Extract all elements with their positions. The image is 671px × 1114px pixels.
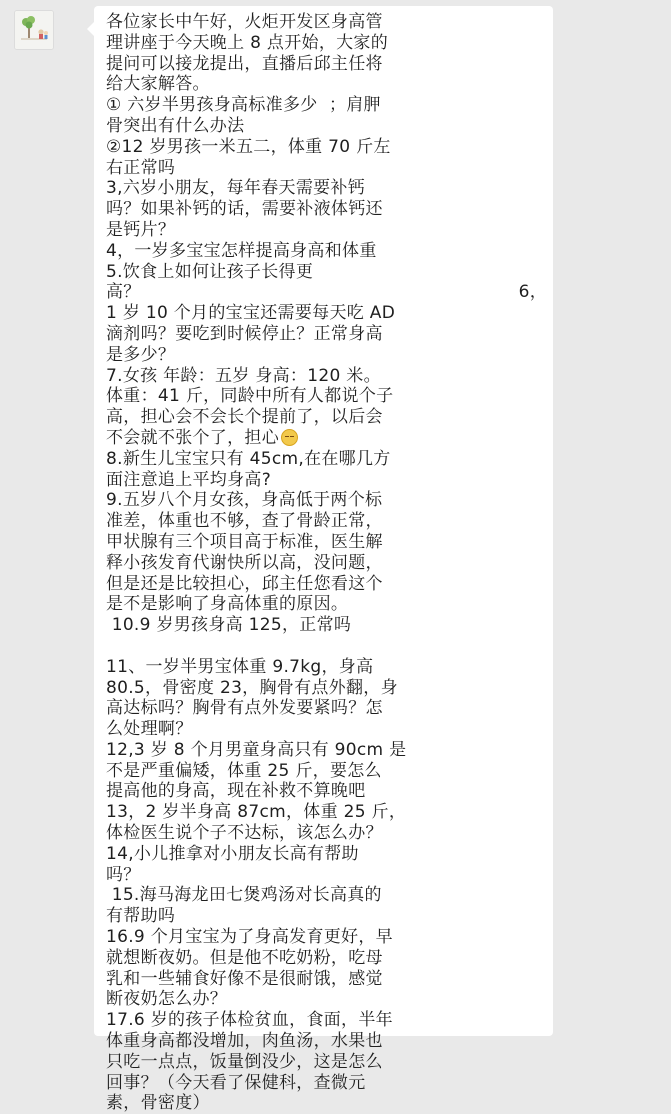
message-line: 11、一岁半男宝体重 9.7kg，身高 <box>106 656 374 677</box>
message-line: 乳和一些辅食好像不是很耐饿，感觉 <box>106 968 383 989</box>
message-line: 理讲座于今天晚上 8 点开始，大家的 <box>106 32 389 53</box>
message-line: 只吃一点点，饭量倒没少，这是怎么 <box>106 1051 383 1072</box>
message-line: 么处理啊？ <box>106 719 193 740</box>
message-line-with-emoji <box>106 428 547 449</box>
message-line: 准差，体重也不够，查了骨龄正常， <box>106 511 383 532</box>
message-line: 断夜奶怎么办？ <box>106 989 228 1010</box>
message-line: 吗？如果补钙的话，需要补液体钙还 <box>106 199 383 220</box>
message-line: 12,3 岁 8 个月男童身高只有 90cm 是 <box>106 739 407 760</box>
message-line: 甲状腺有三个项目高于标准，医生解 <box>106 531 383 552</box>
message-line: 高达标吗？胸骨有点外发要紧吗？怎 <box>106 698 383 719</box>
message-line: 右正常吗 <box>106 157 176 178</box>
message-line: 5.饮食上如何让孩子长得更 <box>106 261 314 282</box>
message-line: 吗？ <box>106 864 141 885</box>
message-line: 80.5，骨密度 23，胸骨有点外翻，身 <box>106 677 398 698</box>
message-line: 各位家长中午好，火炬开发区身高管 <box>106 12 383 32</box>
message-line: 9.五岁八个月女孩，身高低于两个标 <box>106 490 383 511</box>
chat-message-bubble[interactable] <box>94 6 553 1114</box>
message-blank-line <box>106 636 547 657</box>
message-line: 面注意追上平均身高? <box>106 469 272 490</box>
message-line: 高，担心会不会长个提前了，以后会 <box>106 407 383 428</box>
message-line: 15.海马海龙田七煲鸡汤对长高真的 <box>106 885 382 906</box>
message-line-right: 6， <box>518 282 547 303</box>
message-line: ① 六岁半男孩身高标准多少 ；肩胛 <box>106 95 381 116</box>
message-line: 体重：41 斤，同龄中所有人都说个子 <box>106 386 394 407</box>
message-line: 7.女孩 年龄：五岁 身高：120 米。 <box>106 365 381 386</box>
message-line: 回事？（今天看了保健科，查微元 <box>106 1072 366 1093</box>
tree-avatar-icon <box>15 11 53 49</box>
message-line: ②12 岁男孩一米五二，体重 70 斤左 <box>106 136 391 157</box>
message-line: 不是严重偏矮，体重 25 斤，要怎么 <box>106 760 382 781</box>
message-line: 释小孩发育代谢快所以高，没问题， <box>106 552 383 573</box>
message-line: 滴剂吗？要吃到时候停止？正常身高 <box>106 323 383 344</box>
message-line: 是不是影响了身高体重的原因。 <box>106 594 349 615</box>
message-line: 提问可以接龙提出，直播后邱主任将 <box>106 53 383 74</box>
message-line: 但是还是比较担心，邱主任您看这个 <box>106 573 383 594</box>
message-line: 是钙片？ <box>106 219 176 240</box>
message-line: 10.9 岁男孩身高 125，正常吗 <box>106 615 352 636</box>
message-line: 1 岁 10 个月的宝宝还需要每天吃 AD <box>106 303 396 324</box>
message-line: 14,小儿推拿对小朋友长高有帮助 <box>106 843 359 864</box>
message-line: 有帮助吗 <box>106 906 176 927</box>
sender-avatar[interactable] <box>14 10 54 50</box>
message-line: 是多少？ <box>106 344 176 365</box>
message-line: 3,六岁小朋友，每年春天需要补钙 <box>106 178 366 199</box>
message-line: 素，骨密度） <box>106 1093 210 1114</box>
worried-emoji-icon <box>281 429 298 446</box>
message-line: 提高他的身高，现在补救不算晚吧 <box>106 781 366 802</box>
message-line: 17.6 岁的孩子体检贫血，食面，半年 <box>106 1010 393 1031</box>
message-line-text: 不会就不张个了，担心 <box>106 427 279 448</box>
message-line: 给大家解答。 <box>106 74 210 95</box>
message-line: 16.9 个月宝宝为了身高发育更好，早 <box>106 927 393 948</box>
message-line: 骨突出有什么办法 <box>106 115 245 136</box>
message-line-left: 高？ <box>106 282 141 303</box>
message-line: 就想断夜奶。但是他不吃奶粉，吃母 <box>106 947 383 968</box>
message-line: 4，一岁多宝宝怎样提高身高和体重 <box>106 240 377 261</box>
message-line: 13，2 岁半身高 87cm，体重 25 斤， <box>106 802 407 823</box>
message-line: 体检医生说个子不达标，该怎么办？ <box>106 823 383 844</box>
message-line-split <box>106 282 547 303</box>
message-line: 8.新生儿宝宝只有 45cm,在在哪几方 <box>106 448 391 469</box>
message-line: 体重身高都没增加，肉鱼汤，水果也 <box>106 1031 383 1052</box>
